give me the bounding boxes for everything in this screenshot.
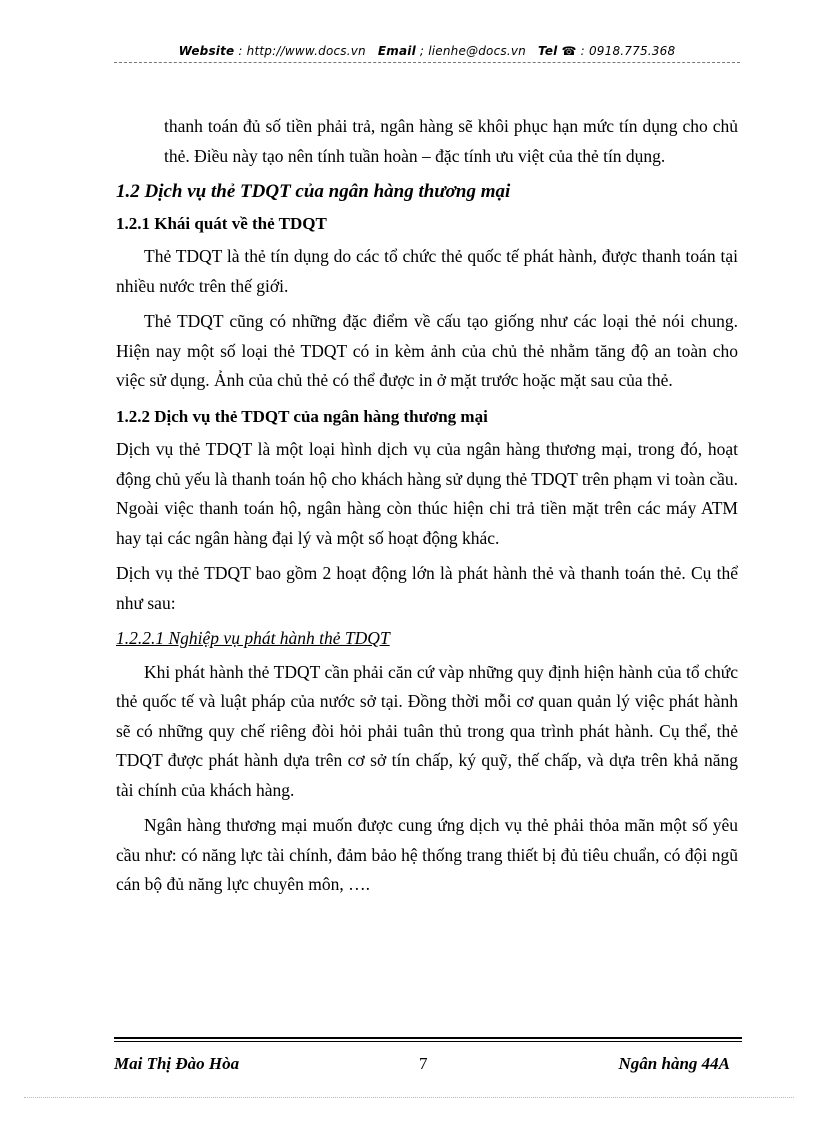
paragraph-2: Thẻ TDQT cũng có những đặc điểm về cấu tạo giống như các loại thẻ nói chung. Hiện nay một số loại thẻ TDQT có in kèm ảnh của chủ thẻ nhằm tăng độ an toàn cho việc sử dụng. Ảnh của chủ thẻ có thể được in ở mặt trước hoặc mặt sau của thẻ. (116, 311, 738, 390)
paragraph-continuation: thanh toán đủ số tiền phải trả, ngân hàng sẽ khôi phục hạn mức tín dụng cho chủ thẻ. Điều này tạo nên tính tuần hoàn – đặc tính ưu việt của thẻ tín dụng. (164, 116, 738, 166)
paragraph-4: Dịch vụ thẻ TDQT bao gồm 2 hoạt động lớn là phát hành thẻ và thanh toán thẻ. Cụ thể như sau: (116, 563, 738, 613)
footer-divider-thin (114, 1041, 742, 1042)
paragraph-5: Khi phát hành thẻ TDQT cần phải căn cứ vàp những quy định hiện hành của tổ chức thẻ quốc tế và luật pháp của nước sở tại. Đồng thời mỗi cơ quan quản lý việc phát hành sẽ có những quy chế riêng đòi hỏi phải tuân thủ trong qua trình phát hành. Cụ thể, thẻ TDQT được phát hành dựa trên cơ sở tín chấp, ký quỹ, thế chấp, và dựa trên khả năng tài chính của khách hàng. (116, 661, 738, 800)
page-bottom-border (24, 1097, 794, 1098)
paragraph-1: Thẻ TDQT là thẻ tín dụng do các tổ chức thẻ quốc tế phát hành, được thanh toán tại nhiều nước trên thế giới. (116, 246, 738, 296)
section-heading-1-2-2-1: 1.2.2.1 Nghiệp vụ phát hành thẻ TDQT (116, 628, 390, 648)
paragraph-3: Dịch vụ thẻ TDQT là một loại hình dịch vụ của ngân hàng thương mại, trong đó, hoạt động chủ yếu là thanh toán hộ cho khách hàng sử dụng thẻ TDQT trên phạm vi toàn cầu. Ngoài việc thanh toán hộ, ngân hàng còn thúc hiện chi trả tiền mặt trên các máy ATM hay tại các ngân hàng đại lý và một số hoạt động khác. (116, 439, 738, 548)
tel-label: Tel (537, 44, 558, 58)
website-url[interactable]: http://www.docs.vn (246, 44, 366, 58)
section-heading-1-2: 1.2 Dịch vụ thẻ TDQT của ngân hàng thương mại (116, 181, 511, 202)
footer-class: Ngân hàng 44A (618, 1054, 730, 1073)
section-heading-1-2-2: 1.2.2 Dịch vụ thẻ TDQT của ngân hàng thương mại (116, 406, 488, 426)
email-label: Email (377, 44, 416, 58)
page-number: 7 (419, 1054, 428, 1073)
phone-icon: ☎ (561, 44, 577, 58)
page-header: Website : http://www.docs.vn Email ; lienhe@docs.vn Tel ☎ : 0918.775.368 (178, 44, 676, 58)
paragraph-6: Ngân hàng thương mại muốn được cung ứng dịch vụ thẻ phải thỏa mãn một số yêu cầu như: có năng lực tài chính, đảm bảo hệ thống trang thiết bị đủ tiêu chuẩn, có đội ngũ cán bộ đủ năng lực chuyên môn, …. (116, 815, 738, 894)
footer-divider-thick (114, 1037, 742, 1039)
section-heading-1-2-1: 1.2.1 Khái quát về thẻ TDQT (116, 213, 327, 233)
website-label: Website (178, 44, 235, 58)
document-body (116, 112, 738, 906)
header-divider (114, 62, 740, 63)
email-value[interactable]: lienhe@docs.vn (428, 44, 526, 58)
tel-value: 0918.775.368 (588, 44, 676, 58)
footer-author: Mai Thị Đào Hòa (114, 1054, 240, 1073)
